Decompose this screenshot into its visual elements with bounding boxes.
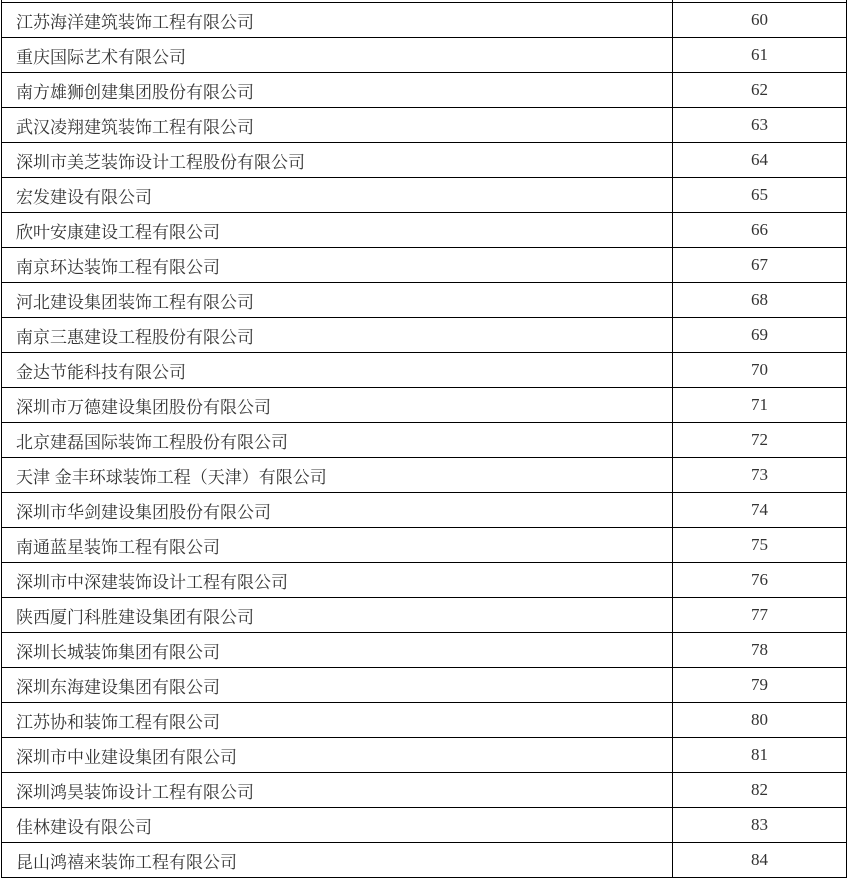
- table-row: [2, 213, 847, 248]
- table-row: [2, 248, 847, 283]
- rank-cell: 76: [673, 563, 847, 598]
- rank-cell: 64: [673, 143, 847, 178]
- table-row: [2, 668, 847, 703]
- company-name-cell: 深圳市中业建设集团有限公司: [2, 738, 673, 773]
- table-row: [2, 3, 847, 38]
- rank-cell: 61: [673, 38, 847, 73]
- rank-cell: 74: [673, 493, 847, 528]
- company-name-cell: 深圳鸿昊装饰设计工程有限公司: [2, 773, 673, 808]
- table-row: [2, 38, 847, 73]
- rank-cell: 75: [673, 528, 847, 563]
- table-row: [2, 738, 847, 773]
- company-name-cell: 佳林建设有限公司: [2, 808, 673, 843]
- company-name-cell: 天津 金丰环球装饰工程（天津）有限公司: [2, 458, 673, 493]
- rank-cell: 63: [673, 108, 847, 143]
- table-row: [2, 458, 847, 493]
- company-name-cell: 南方雄狮创建集团股份有限公司: [2, 73, 673, 108]
- rank-cell: 67: [673, 248, 847, 283]
- rank-cell: 83: [673, 808, 847, 843]
- table-row: [2, 563, 847, 598]
- table-row: [2, 73, 847, 108]
- rank-cell: 80: [673, 703, 847, 738]
- table-row: [2, 528, 847, 563]
- company-name-cell: 深圳市中深建装饰设计工程有限公司: [2, 563, 673, 598]
- table-row: [2, 843, 847, 878]
- rank-cell: 73: [673, 458, 847, 493]
- table-row: [2, 773, 847, 808]
- company-name-cell: 南通蓝星装饰工程有限公司: [2, 528, 673, 563]
- company-name-cell: 江苏海洋建筑装饰工程有限公司: [2, 3, 673, 38]
- table-row: [2, 143, 847, 178]
- table-body: [2, 0, 847, 878]
- table-row: [2, 423, 847, 458]
- table-row: [2, 388, 847, 423]
- table-row: [2, 633, 847, 668]
- company-name-cell: 南京三惠建设工程股份有限公司: [2, 318, 673, 353]
- rank-cell: 69: [673, 318, 847, 353]
- company-name-cell: 深圳长城装饰集团有限公司: [2, 633, 673, 668]
- company-name-cell: 金达节能科技有限公司: [2, 353, 673, 388]
- rank-cell: 68: [673, 283, 847, 318]
- table-row: [2, 318, 847, 353]
- rank-cell: 84: [673, 843, 847, 878]
- table-row: [2, 703, 847, 738]
- rank-cell: 60: [673, 3, 847, 38]
- table-row: [2, 493, 847, 528]
- company-name-cell: 北京建磊国际装饰工程股份有限公司: [2, 423, 673, 458]
- rank-cell: 70: [673, 353, 847, 388]
- company-name-cell: 深圳市美芝装饰设计工程股份有限公司: [2, 143, 673, 178]
- company-ranking-table: [1, 0, 847, 878]
- table-row: [2, 283, 847, 318]
- table-row: [2, 178, 847, 213]
- company-name-cell: 河北建设集团装饰工程有限公司: [2, 283, 673, 318]
- company-name-cell: 宏发建设有限公司: [2, 178, 673, 213]
- rank-cell: 77: [673, 598, 847, 633]
- rank-cell: 81: [673, 738, 847, 773]
- company-name-cell: 江苏协和装饰工程有限公司: [2, 703, 673, 738]
- rank-cell: 66: [673, 213, 847, 248]
- rank-cell: 72: [673, 423, 847, 458]
- company-name-cell: 陕西厦门科胜建设集团有限公司: [2, 598, 673, 633]
- company-name-cell: 深圳市华剑建设集团股份有限公司: [2, 493, 673, 528]
- rank-cell: 62: [673, 73, 847, 108]
- rank-cell: 82: [673, 773, 847, 808]
- company-name-cell: 南京环达装饰工程有限公司: [2, 248, 673, 283]
- rank-cell: 79: [673, 668, 847, 703]
- company-name-cell: 武汉凌翔建筑装饰工程有限公司: [2, 108, 673, 143]
- company-name-cell: 昆山鸿禧来装饰工程有限公司: [2, 843, 673, 878]
- rank-cell: 65: [673, 178, 847, 213]
- company-name-cell: 重庆国际艺术有限公司: [2, 38, 673, 73]
- company-name-cell: 深圳市万德建设集团股份有限公司: [2, 388, 673, 423]
- table-row: [2, 598, 847, 633]
- table-row: [2, 353, 847, 388]
- rank-cell: 71: [673, 388, 847, 423]
- table-row: [2, 808, 847, 843]
- company-name-cell: 深圳东海建设集团有限公司: [2, 668, 673, 703]
- company-name-cell: 欣叶安康建设工程有限公司: [2, 213, 673, 248]
- rank-cell: 78: [673, 633, 847, 668]
- table-row: [2, 108, 847, 143]
